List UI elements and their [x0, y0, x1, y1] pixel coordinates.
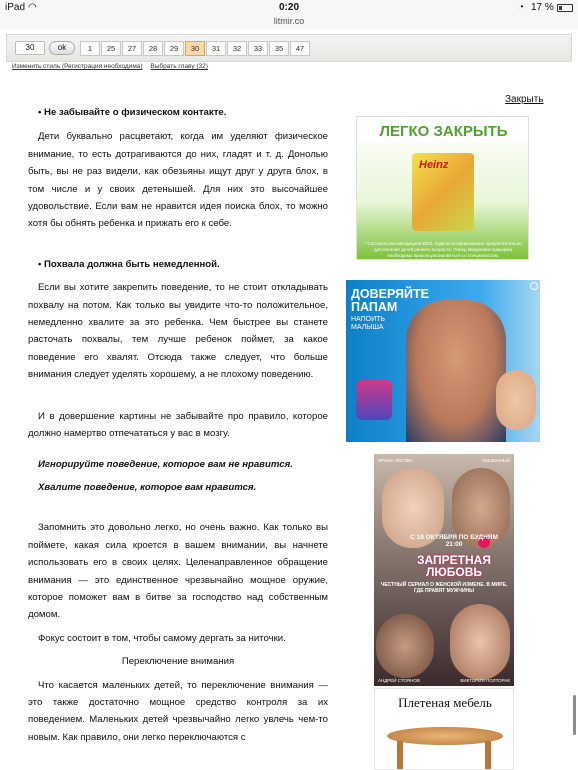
clock: 0:20: [278, 2, 299, 13]
series-title: ЗАПРЕТНАЯ ЛЮБОВЬ: [417, 553, 491, 579]
page-link[interactable]: 47: [290, 41, 310, 56]
section-heading: • Не забывайте о физическом контакте.: [38, 107, 227, 118]
go-button[interactable]: ok: [49, 41, 75, 55]
ad-baby-food[interactable]: [356, 116, 529, 260]
ad-headline: Плетеная мебель: [398, 695, 492, 710]
page-navigator: [6, 34, 572, 62]
actor-name: АНДРЕЙ СТОЯНОВ: [378, 678, 420, 683]
actor-name: ПЫШЕННЫЙ: [481, 458, 510, 463]
paragraph: Запомнить это довольно легко, но очень важно. Как только вы поймете, какая сила кроется в вашем внимании, вы начнете использовать его в своих целях. Целенаправленное обращение внимания — это единственное чрезвычайно мощное оружие, которое поможет вам в битве за господство над собственным домом.: [28, 522, 328, 621]
bottom-names: [378, 678, 510, 683]
choose-chapter-link[interactable]: Выбрать главу (32): [150, 63, 208, 70]
page-link-current[interactable]: 30: [185, 41, 205, 56]
page-link[interactable]: 29: [164, 41, 184, 56]
wifi-icon: ◠: [28, 2, 37, 13]
page-link[interactable]: 25: [101, 41, 121, 56]
paragraph: И в довершение картины не забывайте про правило, которое должно намертво отпечататься у вас в мозгу.: [28, 410, 328, 440]
top-names: [378, 458, 510, 463]
page-link[interactable]: 31: [206, 41, 226, 56]
page-link[interactable]: 32: [227, 41, 247, 56]
rule-line: Хвалите поведение, которое вам нравится.: [38, 481, 257, 493]
actress-photo: [450, 604, 510, 680]
subheading: Переключение внимания: [121, 656, 235, 668]
battery-icon: [557, 4, 573, 12]
change-style-link[interactable]: Изменить стиль (Регистрация необходима): [12, 63, 143, 70]
actor-photo: [376, 614, 434, 678]
brand-logo: Heinz: [419, 159, 449, 171]
carrier-label: iPad: [5, 2, 26, 13]
ad-disclaimer: * Согласно рекомендациям ВОЗ, грудное вскармливание предпочтительно для питания детей раннего возраста. Перед введением прикорма необходимо проконсультироваться со специалистом.: [364, 241, 522, 258]
rotation-lock-icon: ◔: [518, 2, 525, 13]
actor-name: ИРИНА ПЕГОВА: [378, 458, 413, 463]
page-link[interactable]: 35: [269, 41, 289, 56]
ad-tv-series[interactable]: [374, 454, 514, 686]
close-ads-link[interactable]: Закрыть: [505, 94, 544, 105]
page-link[interactable]: 33: [248, 41, 268, 56]
ad-headline: ДОВЕРЯЙТЕ ПАПАМ: [351, 287, 429, 314]
page-link[interactable]: 27: [122, 41, 142, 56]
reader-links: [12, 63, 214, 70]
paragraph: Фокус состоит в том, чтобы самому дергать за ниточки.: [38, 632, 286, 644]
page-number-input[interactable]: 30: [15, 41, 45, 55]
battery-percent: 17 %: [531, 2, 554, 13]
paragraph: Дети буквально расцветают, когда им уделяют физическое внимание, то есть дотрагиваются до них, гладят и т. д. Донолью быть, вы не раз видели, как обезьяны ищут друг у друга блох, в том числе и у своих детенышей. Для них это высочайшее удовольствие. Если вам не нравится идея поиска блох, то можно хотя бы обнять ребенка и прижать его к себе.: [28, 131, 328, 230]
ad-dads[interactable]: [346, 280, 540, 442]
table-leg: [397, 741, 403, 770]
table-leg: [485, 741, 491, 770]
ad-headline: ЛЕГКО ЗАКРЫТЬ: [357, 121, 529, 143]
ad-subline: НАПОИТЬ МАЛЫША: [351, 316, 386, 331]
bottle-image: [356, 380, 392, 420]
ad-furniture[interactable]: [374, 688, 514, 770]
page-list: [80, 41, 311, 56]
rule-line: Игнорируйте поведение, которое вам не нравится.: [38, 458, 293, 470]
series-tagline: ЧЕСТНЫЙ СЕРИАЛ О ЖЕНСКОЙ ИЗМЕНЕ. В МИРЕ, ГДЕ ПРАВЯТ МУЖЧИНЫ: [380, 582, 508, 594]
scroll-indicator[interactable]: [573, 695, 576, 735]
address-bar[interactable]: litmir.co: [0, 16, 578, 30]
actor-name: ВИКТОРИЯ ПОЛТОРАК: [460, 678, 510, 683]
article-text: [28, 104, 328, 746]
adchoices-icon[interactable]: [530, 282, 538, 290]
baby-photo: [496, 370, 536, 430]
air-date: С 19 ОКТЯБРЯ ПО БУДНЯМ 21:00: [410, 534, 498, 548]
page-link[interactable]: 28: [143, 41, 163, 56]
status-bar: [0, 0, 578, 16]
paragraph: Если вы хотите закрепить поведение, то не стоит откладывать похвалу на потом. Как только вы увидите что-то положительное, немедленно хвалите за это ребенка. Чем быстрее вы станете расточать похвалы, тем лучше ребенок поймет, за какое поведение его хвалят. Отсюда также следует, что больше внимания следует уделять хорошему, а не плохому поведению.: [28, 282, 328, 381]
page-link[interactable]: 1: [80, 41, 100, 56]
section-heading: • Похвала должна быть немедленной.: [38, 258, 220, 270]
man-photo: [406, 300, 506, 442]
paragraph: Что касается маленьких детей, то переключение внимания — это также достаточно мощное средство контроля за их поведением. Маленьких детей чрезвычайно легко увлечь чем-то новым. Как правило, они легко переключаются с: [28, 679, 328, 743]
